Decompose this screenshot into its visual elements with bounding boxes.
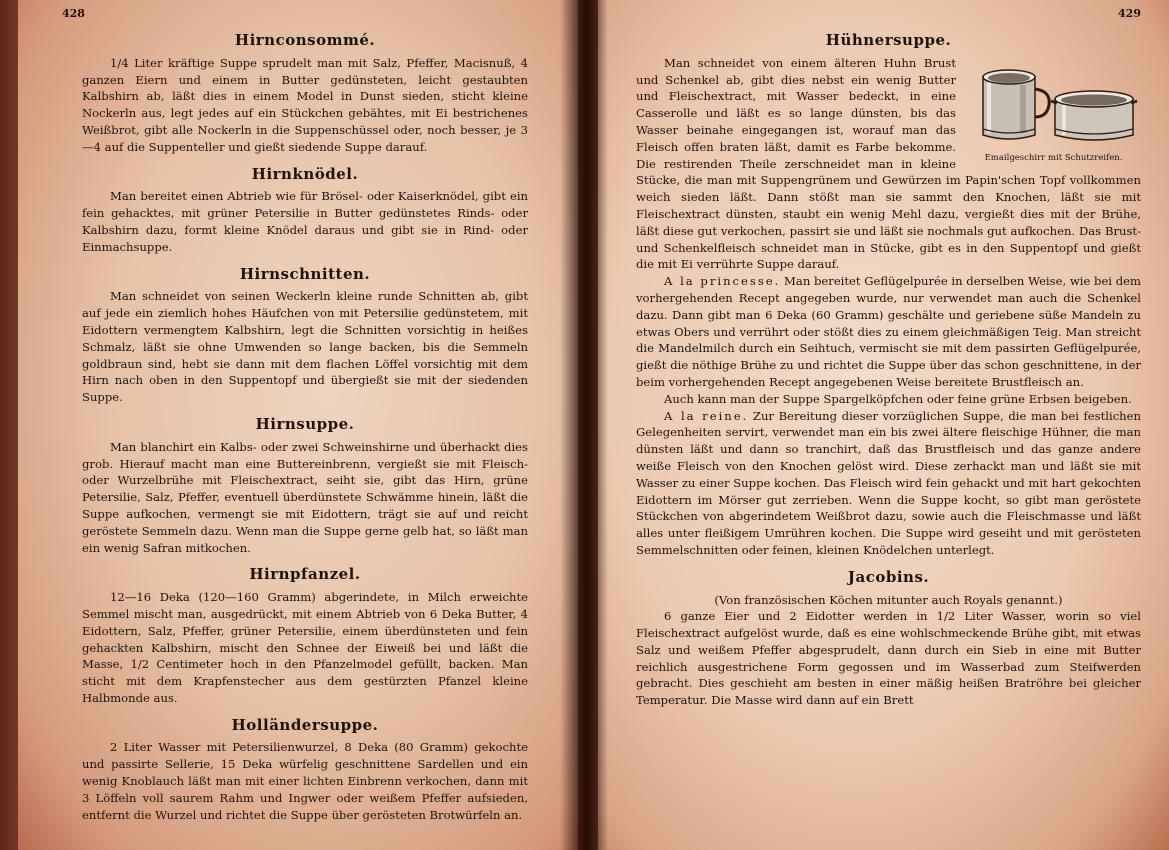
paragraph-spargel: Auch kann man der Suppe Spargelköpfchen oder feine grüne Erbsen beigeben. [664,391,1132,406]
heading-hollaendersuppe: Holländersuppe. [231,715,379,734]
enamel-mug-icon [983,70,1049,139]
paragraph-a-la-princesse-text: Man bereitet Geflügelpurée in derselben Weise, wie bei dem vorhergehenden Recept angegeben wurde, nur verwendet man auch die Schenkel dazu. Dann gibt man 6 Deka (60 Gramm) geschälte und geriebene süße Mandeln zu etwas Obers und verrührt oder stößt dies zu einem gleichmäßigen Teig. Man streicht die Mandelmilch durch ein Seihtuch, vermischt sie mit dem passirten Geflügelpurée, gießt die nöthige Brühe zu und richtet die Suppe über das schon geschnittene, in der beim vorhergehenden Recept angegebenen Weise bereitete Brustfleisch an. [636,274,1141,389]
paragraph-a-la-princesse [636,273,1141,391]
heading-hirnsuppe: Hirnsuppe. [255,414,355,433]
paragraph-huehnersuppe-1: Man schneidet von einem älteren Huhn Brust und Schenkel ab, gibt dies nebst ein wenig Butter und Fleischextract, mit Wasser bedeckt, in eine Casserolle und läßt es so lange dünsten, bis das Wasser beinahe eingegangen ist, worauf man das Fleisch offen braten läßt, damit es Farbe bekomme. Die restirenden Theile zerschneidet man in kleine Stücke, die man mit Suppengrünem und Gewürzen im Papin'schen Topf vollkommen weich sieden läßt. Dann stößt man sie sammt den Knochen, läßt sie mit Fleischextract dünsten, staubt ein wenig Mehl dazu, vergießt dies mit der Brühe, läßt diese gut verkochen, passirt sie und läßt sie nochmals gut aufkochen. Das Brust- und Schenkelfleisch schneidet man in Stücke, gibt es in den Suppentopf und gießt die mit Ei verrührte Suppe darauf. [636,55,1141,272]
heading-huehnersuppe: Hühnersuppe. [825,31,952,49]
page-number-right: 429 [1118,7,1141,20]
left-page [18,0,578,850]
heading-hirnconsomme: Hirnconsommé. [234,31,376,49]
subheading-a-la-reine: A la reine. [664,408,749,423]
paragraph-hirnconsomme: 1/4 Liter kräftige Suppe sprudelt man mit Salz, Pfeffer, Macisnuß, 4 ganzen Eiern und einem in Butter gedünsteten, leicht gestaubten Kalbshirn ab, läßt dies in einem Model in Dunst sieden, sticht kleine Nockerln aus, legt jedes auf ein Stückchen gebähtes, mit Ei bestrichenes Weißbrot, gibt alle Nockerln in die Suppenschüssel oder, noch besser, je 3—4 auf die Suppenteller und gießt siedende Suppe darauf. [82,55,528,154]
enamel-pots-illustration [969,59,1139,151]
heading-jacobins: Jacobins. [847,567,930,586]
paragraph-hirnknoedel: Man bereitet einen Abtrieb wie für Brösel- oder Kaiserknödel, gibt ein fein gehacktes, mit grüner Petersilie in Butter gedünstetes Rinds- oder Kalbshirn dazu, formt kleine Knödel daraus und gibt sie in Rind- oder Einmachsuppe. [82,189,528,254]
paragraph-hirnschnitten: Man schneidet von seinen Weckerln kleine runde Schnitten ab, gibt auf jede ein ziemlich hohes Häufchen von mit Petersilie gedünstetem, mit Eidottern vermengtem Kalbshirn, legt die Schnitten vorsichtig in heißes Schmalz, läßt sie ohne Umwenden so lange backen, bis die Semmeln goldbraun sind, hebt sie dann mit dem flachen Löffel vorsichtig mit dem Hirn nach oben in den Suppentopf und übergießt sie mit der siedenden Suppe. [82,289,528,405]
paragraph-a-la-reine-text: Zur Bereitung dieser vorzüglichen Suppe, die man bei festlichen Gelegenheiten servirt, verwendet man ein bis zwei ältere fleischige Hühner, die man dünsten läßt und dann so tranchirt, daß das Brustfleisch und das ganze andere weiße Fleisch von den Knochen gelöst wird. Diese zerhackt man und läßt sie mit Wasser zu einer Suppe kochen. Das Fleisch wird fein gehackt und mit hart gekochten Eidottern im Mörser gut zerrieben. Wenn die Suppe kocht, so gibt man geröstete Stückchen von abgerindetem Weißbrot dazu, sowie auch die Fleischmasse und läßt alles unter fleißigem Umrühren kochen. Die Suppe wird geseiht und mit gerösteten Semmelschnitten oder feinen, kleinen Knödelchen unterlegt. [636,408,1141,557]
paragraph-hirnpfanzel: 12—16 Deka (120—160 Gramm) abgerindete, in Milch erweichte Semmel mischt man, ausgedrückt, mit einem Abtrieb von 6 Deka Butter, 4 Eidottern, Salz, Pfeffer, grüner Petersilie, einem überdünsteten und fein gehackten Kalbshirn, mischt den Schnee der Eiweiß bei und läßt die Masse, 1/2 Centimeter hoch in den Pfanzelmodel gefüllt, backen. Man sticht mit dem Krapfenstecher aus dem gestürzten Pfanzel kleine Halbmonde aus. [82,590,528,705]
page-number-left: 428 [62,7,85,20]
heading-hirnknoedel: Hirnknödel. [251,164,359,183]
book-gutter [560,0,608,850]
subheading-a-la-princesse: A la princesse. [664,274,781,289]
paragraph-jacobins: 6 ganze Eier und 2 Eidotter werden in 1/2 Liter Wasser, worin so viel Fleischextract aufgelöst wurde, daß es eine wohlschmeckende Brühe gibt, mit etwas Salz und weißem Pfeffer abgesprudelt, dann durch ein Sieb in eine mit Butter reichlich ausgestrichene Form gegossen und im Wasserbad zum Steifwerden gebracht. Dies geschieht am besten in einer mäßig heißen Bratröhre bei gleicher Temperatur. Die Masse wird dann auf ein Brett [636,609,1141,708]
enamel-pot-icon [1051,91,1137,140]
figure-caption: Emailgeschirr mit Schutzreifen. [984,152,1123,163]
enamelware-figure [966,59,1141,164]
paragraph-hollaendersuppe: 2 Liter Wasser mit Petersilienwurzel, 8 Deka (80 Gramm) gekochte und passirte Sellerie, 15 Deka würfelig geschnittene Sardellen und ein wenig Knoblauch läßt man mit einer lichten Einbrenn verkochen, dann mit 3 Löffeln voll saurem Rahm und Ingwer oder weißem Pfeffer aufsieden, entfernt die Wurzel und richtet die Suppe über gerösteten Brotwürfeln an. [82,740,528,822]
subtitle-jacobins: (Von französischen Köchen mitunter auch Royals genannt.) [714,592,1063,607]
heading-hirnpfanzel: Hirnpfanzel. [249,565,361,584]
right-page [598,0,1169,850]
paragraph-a-la-reine [636,408,1141,559]
paragraph-hirnsuppe: Man blanchirt ein Kalbs- oder zwei Schweinshirne und überhackt dies grob. Hierauf macht man eine Buttereinbrenn, vergießt sie mit Fleisch- oder Wurzelbrühe mit Fleischextract, seiht sie, gibt das Hirn, grüne Petersilie, Salz, Pfeffer, eventuell überdünstete Schwämme hinein, läßt die Suppe aufkochen, vermengt sie mit Eidottern, trägt sie auf und reicht geröstete Semmeln dazu. Wenn man die Suppe gerne gelb hat, so läßt man ein wenig Safran mitkochen. [82,439,528,555]
heading-hirnschnitten: Hirnschnitten. [239,264,371,283]
